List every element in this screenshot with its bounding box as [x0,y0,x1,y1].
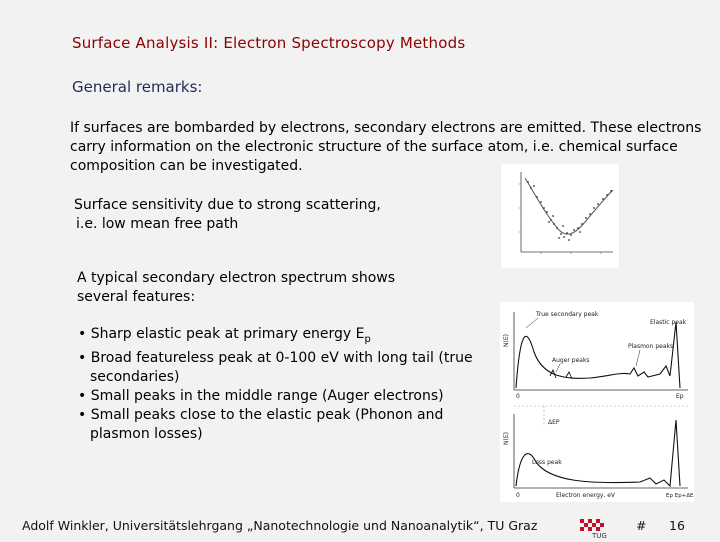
logo-text: TUG [592,532,607,539]
slide-subtitle: General remarks: [72,78,203,96]
list-item: • Small peaks in the middle range (Auger electrons) [78,387,444,404]
feature-list [78,325,478,444]
lower-zero-label: 0 [516,492,520,499]
delta-e-label: ΔEP [548,419,560,426]
tug-logo-icon [578,515,614,539]
list-item: • Broad featureless peak at 0-100 eV with long tail (true secondaries) [78,349,473,385]
upper-ep-label: Ep [676,393,684,400]
label-plasmon-peaks: Plasmon peaks [628,343,674,350]
surface-sensitivity-line-2: i.e. low mean free path [76,216,239,232]
list-item-subscript: p [364,333,371,345]
list-item [78,325,478,349]
page-number: 16 [669,518,685,533]
label-true-secondary-peak: True secondary peak [536,311,599,318]
list-item-text: • Sharp elastic peak at primary energy E [78,326,365,342]
tu-graz-logo [578,515,614,542]
label-electron-energy: Electron energy, eV [556,492,616,499]
lower-ep-label: Ep Ep+ΔEp [666,493,694,499]
surface-sensitivity-text [74,196,454,234]
surface-sensitivity-line-1: Surface sensitivity due to strong scattering, [74,197,381,213]
spectrum-intro-line-1: A typical secondary electron spectrum shows [77,270,396,286]
upper-y-axis-label: N(E) [503,334,510,347]
page-hash-symbol: # [636,518,647,533]
spectrum-intro-text [77,269,457,307]
slide-title: Surface Analysis II: Electron Spectroscopy Methods [72,34,466,52]
intro-paragraph: If surfaces are bombarded by electrons, secondary electrons are emitted. These electrons carry information on the electronic structure of the surface atom, i.e. chemical surface composition can be investigated. [70,120,702,174]
secondary-electron-spectrum-figure [500,302,694,502]
footer-credit: Adolf Winkler, Universitätslehrgang „Nanotechnologie und Nanoanalytik“, TU Graz [22,518,538,533]
mean-free-path-plot [501,164,619,268]
spectrum-diagram [500,302,694,502]
spectrum-intro-line-2: several features: [77,289,196,305]
upper-zero-label: 0 [516,393,520,400]
list-item: • Small peaks close to the elastic peak (Phonon and plasmon losses) [78,406,444,442]
label-elastic-peak: Elastic peak [650,319,687,326]
label-loss-peak: Loss peak [532,459,562,466]
slide-footer [0,510,720,540]
label-auger-peaks: Auger peaks [552,357,590,364]
mean-free-path-figure [501,164,619,268]
lower-y-axis-label: N(E) [503,432,510,445]
